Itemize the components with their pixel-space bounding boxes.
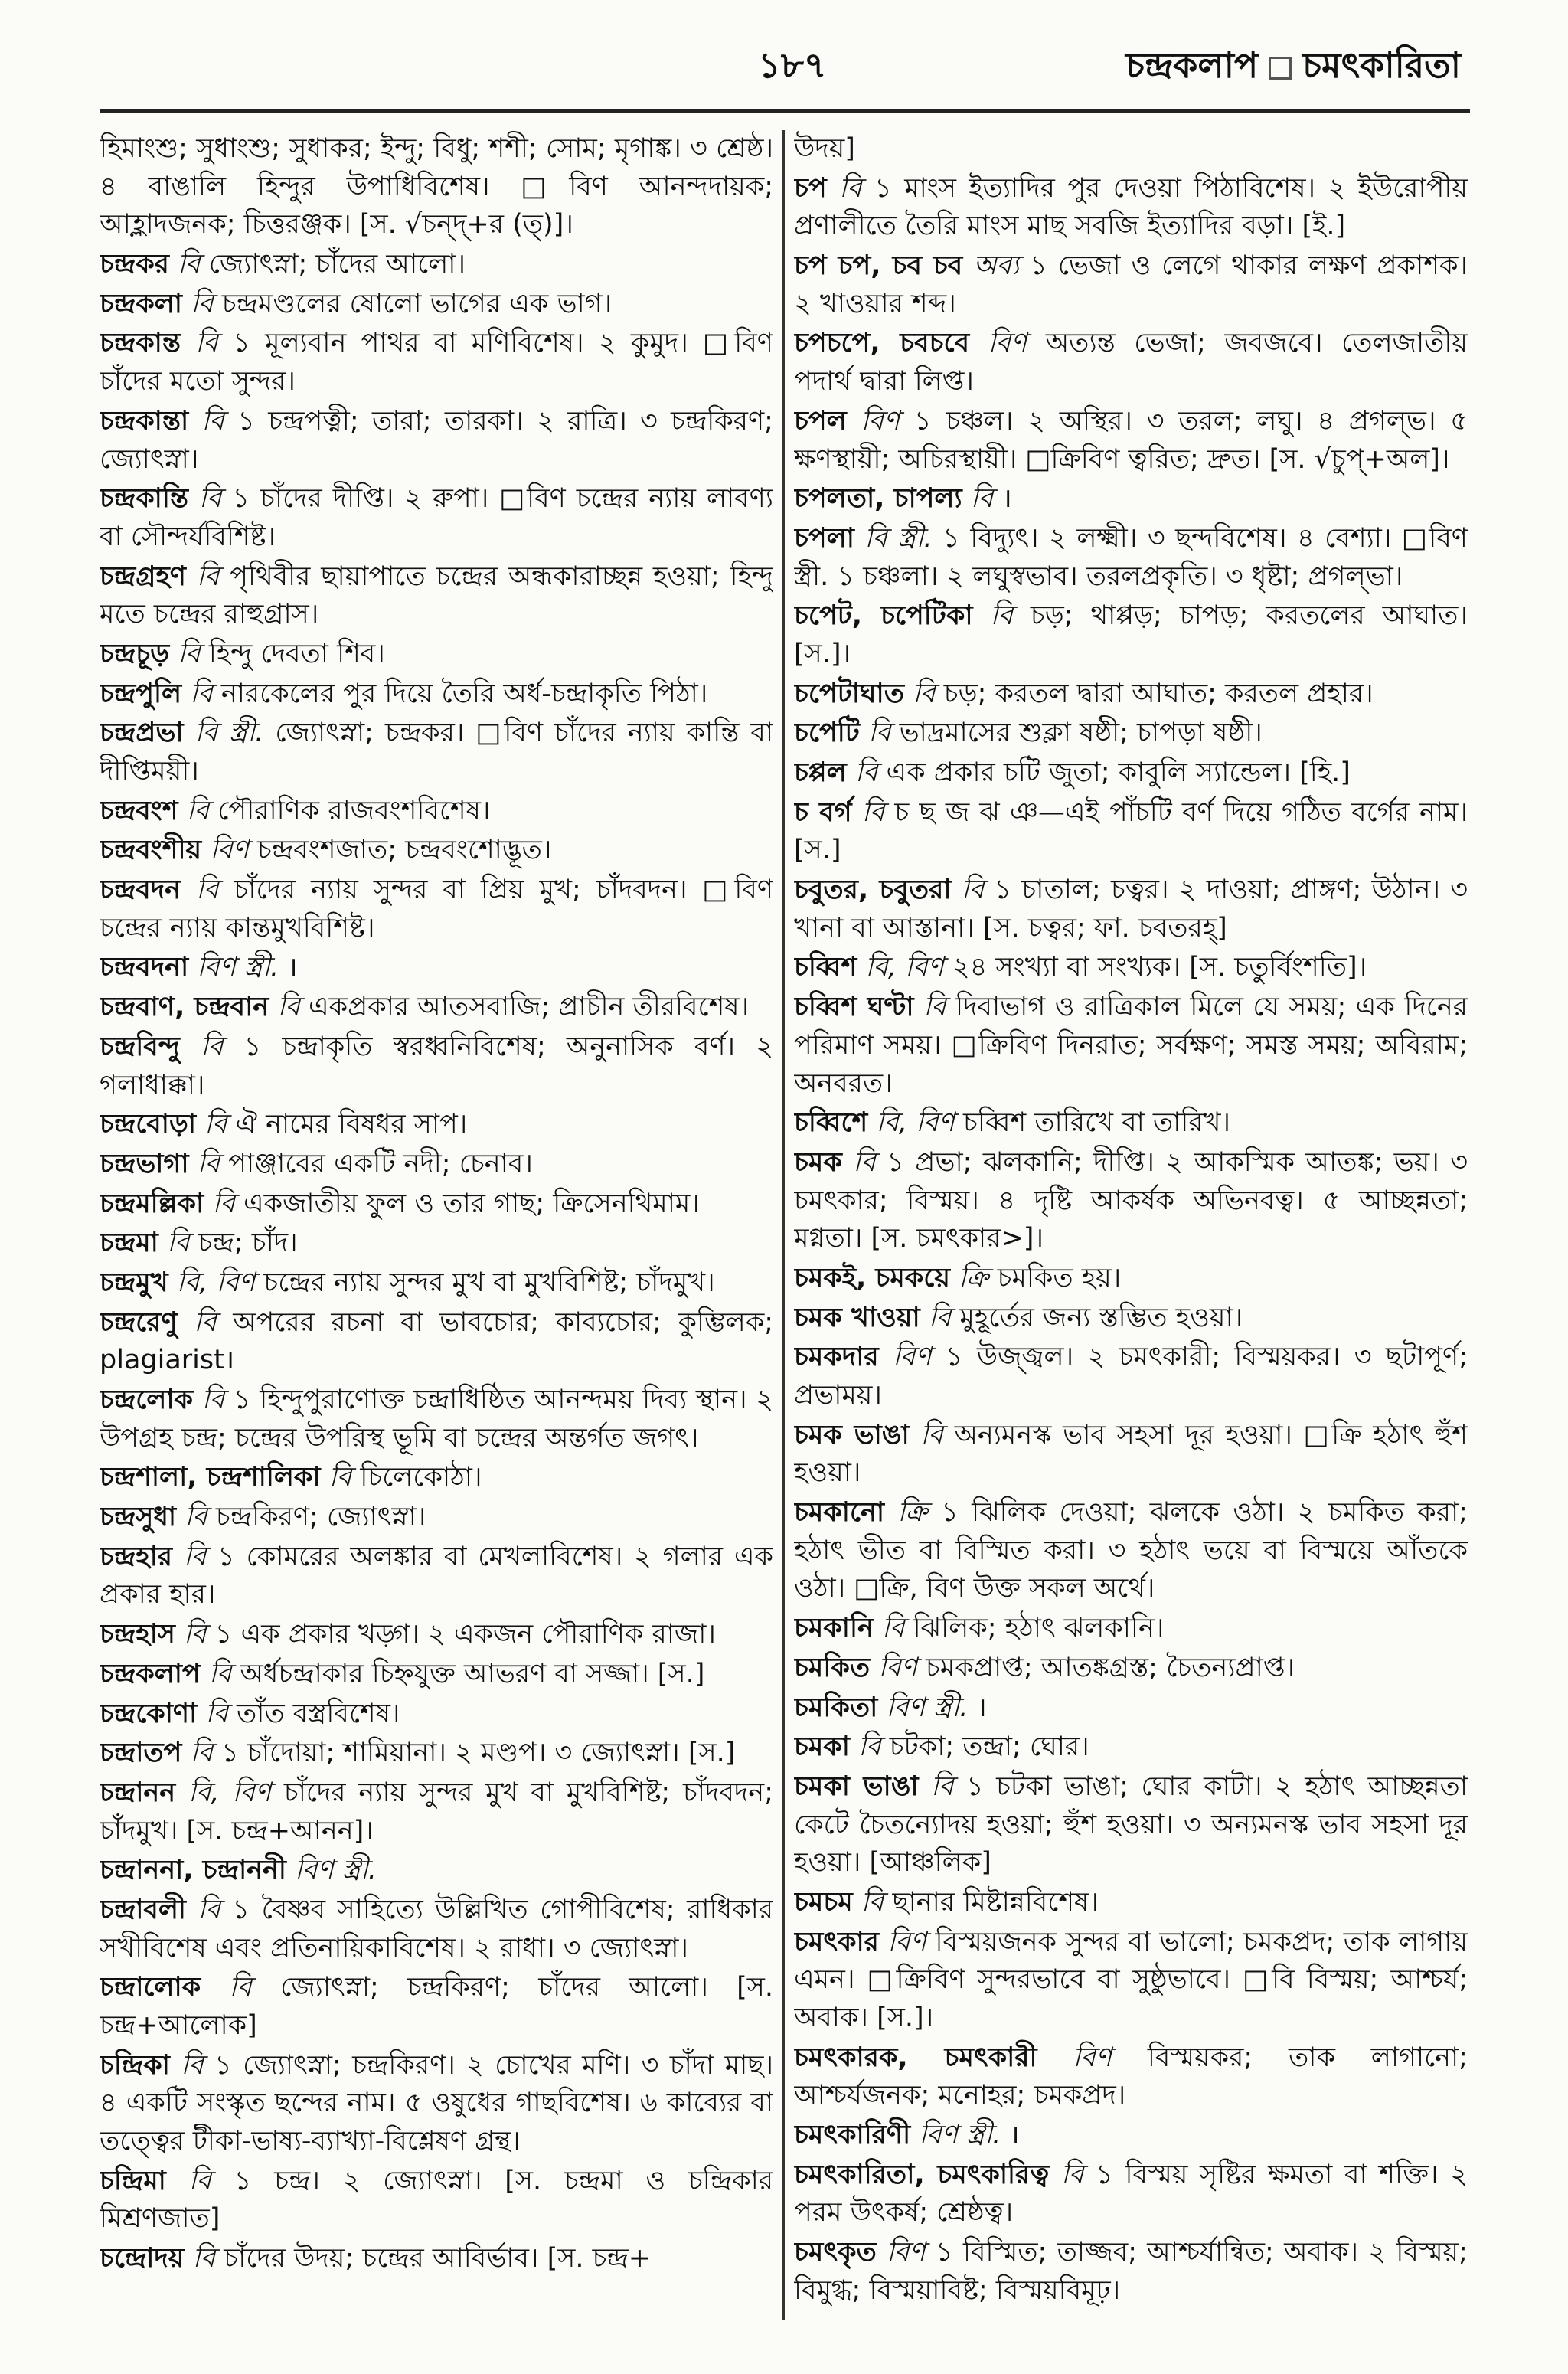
definition: এক প্রকার চটি জুতা; কাবুলি স্যান্ডেল। [হি.] (886, 757, 1351, 788)
definition: চমকপ্রাপ্ত; আতঙ্কগ্রস্ত; চৈতন্যপ্রাপ্ত। (926, 1652, 1295, 1683)
dictionary-entry (100, 1616, 773, 1654)
headword: চন্দ্রকলা (100, 288, 182, 319)
dictionary-entry (100, 1146, 773, 1184)
dictionary-entry (794, 675, 1468, 714)
headword: চপেট, চপেটিকা (794, 600, 973, 632)
headword: চন্দ্রবদনা (100, 952, 189, 983)
dictionary-entry (100, 1459, 773, 1497)
part-of-speech: বিণ স্ত্রী. (919, 2120, 1001, 2151)
definition: চন্দ্রবংশজাত; চন্দ্রবংশোদ্ভূত। (257, 835, 552, 866)
part-of-speech: বি (854, 757, 878, 788)
definition: ঝিলিক; হঠাৎ ঝলকানি। (913, 1613, 1165, 1644)
part-of-speech: বি (198, 1894, 220, 1925)
headword: চপ চপ, চব চব (794, 250, 963, 282)
headword: চমৎকারিণী (794, 2120, 911, 2151)
part-of-speech: বি (961, 875, 985, 906)
headword: চমকই, চমকয়ে (794, 1262, 950, 1293)
part-of-speech: বি, বিণ (865, 952, 944, 983)
dictionary-entry (794, 403, 1468, 479)
dictionary-entry (794, 949, 1468, 987)
part-of-speech: বি (178, 249, 201, 280)
dictionary-entry (794, 1144, 1468, 1258)
part-of-speech: বি (194, 1306, 217, 1338)
headword: চন্দ্রলোক (100, 1385, 193, 1415)
headword: চপল (794, 405, 847, 437)
definition: ১ জ্যোৎস্না; চন্দ্রকিরণ। ২ চোখের মণি। ৩ চাঁদা মাছ। ৪ একটি সংস্কৃত ছন্দের নাম। ৫ ওষুধের গাছবিশেষ। ৬ কাব্যের বা তত্ত্বের টীকা-ভাষ্য-ব্যাখ্যা-বিশ্লেষণ গ্রন্থ। (100, 2049, 773, 2157)
headword: চন্দ্রভাগা (100, 1148, 189, 1179)
definition: চটকা; তন্দ্রা; ঘোর। (889, 1731, 1089, 1763)
dictionary-entry (794, 1728, 1468, 1767)
dictionary-entry (100, 1382, 773, 1457)
headword: চপেটাঘাত (794, 678, 904, 709)
dictionary-entry (100, 1852, 773, 1890)
dictionary-entry (100, 714, 773, 790)
dictionary-entry (100, 871, 773, 947)
definition: চমকিত হয়। (997, 1262, 1122, 1293)
definition: হিমাংশু; সুধাংশু; সুধাকর; ইন্দু; বিধু; শশী; সোম; মৃগাঙ্ক। ৩ শ্রেষ্ঠ। ৪ বাঙালি হিন্দুর উপাধিবিশেষ। □বিণ আনন্দদায়ক; আহ্লাদজনক; চিত্তরঞ্জক। [স. √চন্দ্+র (ত্)]। (100, 133, 773, 240)
headword: চব্বিশ ঘণ্টা (794, 992, 914, 1023)
definition: জ্যোৎস্না; চন্দ্রকর। □বিণ চাঁদের ন্যায় কান্তি বা দীপ্তিময়ী। (100, 718, 773, 786)
definition: পৃথিবীর ছায়াপাতে চন্দ্রের অন্ধকারাচ্ছন্ন হওয়া; হিন্দু মতে চন্দ্রের রাহুগ্রাস। (100, 561, 773, 630)
part-of-speech: বি (191, 288, 214, 319)
definition: চন্দ্রের ন্যায় সুন্দর মুখ বা মুখবিশিষ্ট; চাঁদমুখ। (263, 1267, 715, 1298)
dictionary-entry (100, 1028, 773, 1104)
dictionary-entry (794, 480, 1468, 518)
definition: চন্দ্র; চাঁদ। (198, 1228, 298, 1259)
definition: পাঞ্জাবের একটি নদী; চেনাব। (228, 1148, 533, 1179)
part-of-speech: বি (195, 328, 218, 359)
headword: চন্দ্রালোক (100, 1972, 201, 2003)
headword: চন্দ্রকর (100, 249, 169, 280)
dictionary-entry (100, 2240, 773, 2278)
part-of-speech: বিণ স্ত্রী. (197, 952, 279, 983)
headword: চমৎকার (794, 1926, 879, 1957)
dictionary-entry (100, 636, 773, 674)
part-of-speech: বি (328, 1462, 352, 1493)
part-of-speech: অব্য (973, 250, 1020, 282)
dictionary-entry (100, 989, 773, 1027)
part-of-speech: বি (928, 1302, 952, 1333)
part-of-speech: বিণ (878, 1652, 917, 1683)
dictionary-entry (100, 1969, 773, 2045)
dictionary-entry (100, 2047, 773, 2161)
definition: ১ চন্দ্রপত্নী; তারা; তারকা। ২ রাত্রি। ৩ চন্দ্রকিরণ; জ্যোৎস্না। (100, 405, 773, 475)
definition: পৌরাণিক রাজবংশবিশেষ। (217, 795, 491, 826)
left-column (100, 130, 773, 2351)
definition: দিবাভাগ ও রাত্রিকাল মিলে যে সময়; এক দিনের পরিমাণ সময়। □ক্রিবিণ দিনরাত; সর্বক্ষণ; সমস্ত সময়; অবিরাম; অনবরত। (794, 992, 1468, 1099)
headword: চপচপে, চবচবে (794, 328, 970, 359)
dictionary-entry (100, 1892, 773, 1967)
definition: ১ প্রভা; ঝলকানি; দীপ্তি। ২ আকস্মিক আতঙ্ক; ভয়। ৩ চমৎকার; বিস্ময়। ৪ দৃষ্টি আকর্ষক অভিনবত্ব। ৫ আচ্ছন্নতা; মগ্নতা। [স. চমৎকার>]। (794, 1146, 1468, 1254)
part-of-speech: বি (198, 483, 222, 515)
part-of-speech: ক্রি (897, 1497, 928, 1529)
dictionary-entry (100, 2163, 773, 2238)
dictionary-entry (794, 2039, 1468, 2115)
definition: জ্যোৎস্না; চন্দ্রকিরণ; চাঁদের আলো। [স. চন্দ্র+আলোক] (100, 1972, 773, 2041)
definition: উদয়] (794, 133, 855, 164)
headword: চমচম (794, 1886, 853, 1918)
dictionary-columns (100, 130, 1470, 2351)
dictionary-entry (100, 403, 773, 479)
headword: চন্দ্রবদন (100, 875, 181, 906)
dictionary-entry (794, 2157, 1468, 2232)
definition: চন্দ্রকিরণ; জ্যোৎস্না। (215, 1502, 426, 1533)
part-of-speech: বি (181, 2049, 204, 2081)
column-divider (782, 130, 785, 2320)
definition: । (976, 1692, 987, 1723)
headword: চন্দ্রচূড় (100, 638, 170, 669)
definition: ১ চন্দ্রাকৃতি স্বরধ্বনিবিশেষ; অনুনাসিক বর্ণ। ২ গলাধাক্কা। (100, 1031, 773, 1100)
headword: চন্দ্রহাস (100, 1619, 175, 1650)
headword: চমক খাওয়া (794, 1302, 920, 1333)
part-of-speech: বি (192, 2243, 216, 2274)
headword: চন্দ্রবংশীয় (100, 835, 202, 866)
definition: ১ মাংস ইত্যাদির পুর দেওয়া পিঠাবিশেষ। ২ ইউরোপীয় প্রণালীতে তৈরি মাংস মাছ সবজি ইত্যাদির বড়া। [ই.] (794, 172, 1468, 242)
headword: চমৎকারিতা, চমৎকারিত্ব (794, 2159, 1050, 2190)
definition: ২৪ সংখ্যা বা সংখ্যক। [স. চতুর্বিংশতি]। (952, 952, 1367, 983)
headword: চন্দ্রসুধা (100, 1502, 177, 1533)
definition: হিন্দু দেবতা শিব। (208, 638, 385, 669)
dictionary-entry (100, 1774, 773, 1850)
definition: । (1001, 483, 1012, 515)
headword: চন্দ্রাননা, চন্দ্রাননী (100, 1855, 286, 1886)
dictionary-entry (794, 130, 1468, 168)
definition: ১ বিদ্যুৎ। ২ লক্ষ্মী। ৩ ছন্দবিশেষ। ৪ বেশ্যা। □বিণ স্ত্রী. ১ চঞ্চলা। ২ লঘুস্বভাব। তরলপ্রকৃতি। ৩ ধৃষ্টা; প্রগল্‌ভা। (794, 522, 1468, 592)
definition: ১ চাঁদের দীপ্তি। ২ রুপা। □বিণ চন্দ্রের ন্যায় লাবণ্য বা সৌন্দর্যবিশিষ্ট। (100, 483, 773, 552)
dictionary-entry (100, 246, 773, 284)
definition: । (287, 952, 298, 983)
definition: চড়; থাপ্পড়; চাপড়; করতলের আঘাত। [স.]। (794, 600, 1468, 669)
dictionary-entry (794, 754, 1468, 793)
headword: চমক (794, 1146, 842, 1178)
dictionary-entry (100, 1539, 773, 1614)
definition: ১ ঝিলিক দেওয়া; ঝলকে ওঠা। ২ চমকিত করা; হঠাৎ ভীত বা বিস্মিত করা। ৩ হঠাৎ ভয়ে বা বিস্ময়ে আঁতকে ওঠা। □ক্রি, বিণ উক্ত সকল অর্থে। (794, 1497, 1468, 1604)
part-of-speech: বিণ (210, 835, 249, 866)
running-head (1125, 44, 1461, 86)
part-of-speech: বিণ স্ত্রী. (295, 1855, 377, 1886)
part-of-speech: বি (212, 1188, 235, 1219)
headword: চন্দ্রকলাপ (100, 1658, 201, 1689)
dictionary-entry (794, 714, 1468, 753)
definition: বিস্ময়জনক সুন্দর বা ভালো; চমকপ্রদ; তাক লাগায় এমন। □ক্রিবিণ সুন্দরভাবে বা সুষ্ঠুভাবে। □বি বিস্ময়; আশ্চর্য; অবাক। [স.]। (794, 1926, 1468, 2033)
headword: চ বর্গ (794, 796, 852, 828)
headword: চমকানি (794, 1613, 874, 1644)
headword: চমকা (794, 1731, 850, 1763)
definition: চব্বিশ তারিখে বা তারিখ। (962, 1107, 1231, 1139)
guide-word-first: চন্দ্রকলাপ (1125, 44, 1259, 86)
part-of-speech: বি (200, 1031, 224, 1062)
part-of-speech: বি (882, 1613, 905, 1644)
dictionary-entry (100, 793, 773, 831)
dictionary-entry (100, 286, 773, 324)
headword: চন্দ্রগ্রহণ (100, 561, 186, 592)
headword: চন্দ্রমুখ (100, 1267, 168, 1298)
definition: চড়; করতল দ্বারা আঘাত; করতল প্রহার। (943, 678, 1374, 709)
dictionary-entry (794, 1104, 1468, 1143)
headword: চন্দ্রকান্তা (100, 405, 189, 437)
definition: চন্দ্রমণ্ডলের ষোলো ভাগের এক ভাগ। (221, 288, 612, 319)
part-of-speech: বি (201, 405, 224, 437)
part-of-speech: বিণ (887, 1926, 927, 1957)
part-of-speech: বি (861, 1886, 884, 1918)
dictionary-entry (794, 1924, 1468, 2038)
part-of-speech: বি (923, 992, 946, 1023)
definition: ১ বিস্ময় সৃষ্টির ক্ষমতা বা শক্তি। ২ পরম উৎকর্ষ; শ্রেষ্ঠত্ব। (794, 2159, 1468, 2228)
definition: ১ হিন্দুপুরাণোক্ত চন্দ্রাধিষ্ঠিত আনন্দময় দিব্য স্থান। ২ উপগ্রহ চন্দ্র; চন্দ্রের উপরিস্থ ভূমি বা চন্দ্রের অন্তর্গত জগৎ। (100, 1385, 773, 1454)
headword: চপলা (794, 522, 854, 554)
dictionary-entry (794, 1650, 1468, 1688)
dictionary-entry (794, 1610, 1468, 1648)
part-of-speech: বি, বিণ (176, 1267, 256, 1298)
dictionary-entry (100, 832, 773, 870)
headword: চন্দ্রিকা (100, 2049, 170, 2081)
definition: ১ চঞ্চল। ২ অস্থির। ৩ তরল; লঘু। ৪ প্রগল্‌ভ। ৫ ক্ষণস্থায়ী; অচিরস্থায়ী। □ক্রিবিণ ত্বরিত; দ্রুত। [স. √চুপ্+অল]। (794, 405, 1468, 475)
dictionary-entry (794, 1339, 1468, 1414)
dictionary-entry (100, 1106, 773, 1144)
dictionary-entry (794, 2117, 1468, 2155)
part-of-speech: বি (188, 2165, 212, 2196)
dictionary-entry (100, 1695, 773, 1734)
dictionary-entry (100, 675, 773, 714)
part-of-speech: বি (970, 483, 994, 515)
headword: চন্দ্রমল্লিকা (100, 1188, 204, 1219)
definition: ১ উজ্জ্বল। ২ চমৎকারী; বিস্ময়কর। ৩ ছটাপূর্ণ; প্রভাময়। (794, 1342, 1468, 1411)
headword: চন্দ্রপ্রভা (100, 718, 184, 749)
definition: চাঁদের ন্যায় সুন্দর বা প্রিয় মুখ; চাঁদবদন। □বিণ চন্দ্রের ন্যায় কান্তমুখবিশিষ্ট। (100, 875, 773, 943)
part-of-speech: বি, বিণ (188, 1777, 272, 1808)
dictionary-entry (100, 949, 773, 987)
definition: ভাদ্রমাসের শুক্লা ষষ্ঠী; চাপড়া ষষ্ঠী। (899, 718, 1263, 749)
headword: চন্দ্রবাণ, চন্দ্রবান (100, 992, 270, 1023)
definition: জ্যোৎস্না; চাঁদের আলো। (208, 249, 466, 280)
part-of-speech: বি (204, 1109, 227, 1140)
headword: চপ (794, 172, 827, 204)
part-of-speech: বি (183, 1541, 207, 1572)
dictionary-entry (794, 989, 1468, 1103)
part-of-speech: বি (184, 1619, 207, 1650)
dictionary-entry (794, 1884, 1468, 1922)
definition: একজাতীয় ফুল ও তার গাছ; ক্রিসেনথিমাম। (243, 1188, 700, 1219)
headword: চন্দ্রবংশ (100, 795, 178, 826)
headword: চন্দ্রকোণা (100, 1698, 198, 1729)
dictionary-entry (794, 1260, 1468, 1298)
headword: চন্দ্রকান্তি (100, 483, 188, 515)
part-of-speech: বিণ (861, 405, 900, 437)
dictionary-entry (100, 1735, 773, 1773)
part-of-speech: বিণ স্ত্রী. (886, 1692, 969, 1723)
headword: চন্দ্রাবলী (100, 1894, 186, 1925)
headword: চমৎকৃত (794, 2237, 877, 2268)
part-of-speech: বি (205, 1698, 228, 1729)
headword: চন্দ্রমা (100, 1228, 158, 1259)
part-of-speech: বিণ (892, 1342, 932, 1373)
part-of-speech: বি (867, 718, 891, 749)
dictionary-entry (794, 871, 1468, 947)
headword: চমকানো (794, 1497, 885, 1529)
part-of-speech: বি (277, 992, 300, 1023)
headword: চমকদার (794, 1342, 879, 1373)
part-of-speech: বি (208, 1658, 232, 1689)
dictionary-entry (794, 1689, 1468, 1728)
headword: চন্দ্রিমা (100, 2165, 166, 2196)
page-number: ১৮৭ (758, 44, 827, 86)
part-of-speech: বি (190, 678, 213, 709)
dictionary-entry (100, 130, 773, 244)
definition: চাঁদের উদয়; চন্দ্রের আবির্ভাব। [স. চন্দ্র+ (224, 2243, 652, 2274)
part-of-speech: বি (195, 875, 219, 906)
dictionary-entry (100, 1264, 773, 1303)
headword: চমকিতা (794, 1692, 878, 1723)
dictionary-entry (100, 1185, 773, 1224)
dictionary-entry (794, 170, 1468, 246)
part-of-speech: বি (839, 172, 862, 204)
definition: তাঁত বস্ত্রবিশেষ। (237, 1698, 400, 1729)
part-of-speech: বি স্ত্রী. (864, 522, 933, 554)
headword: চব্বিশ (794, 952, 858, 983)
dictionary-entry (794, 1768, 1468, 1882)
part-of-speech: বি (861, 796, 885, 828)
dictionary-entry (794, 597, 1468, 673)
definition: মুহূর্তের জন্য স্তম্ভিত হওয়া। (959, 1302, 1243, 1333)
dictionary-entry (100, 558, 773, 634)
headword: চপলতা, চাপল্য (794, 483, 962, 515)
separator-box-icon (1269, 57, 1292, 80)
headword: চপ্পল (794, 757, 847, 788)
definition: । (1009, 2120, 1020, 2151)
definition: ১ ভেজা ও লেগে থাকার লক্ষণ প্রকাশক। ২ খাওয়ার শব্দ। (794, 250, 1468, 319)
part-of-speech: বি (186, 795, 210, 826)
definition: চাঁদের ন্যায় সুন্দর মুখ বা মুখবিশিষ্ট; চাঁদবদন; চাঁদমুখ। [স. চন্দ্র+আনন]। (100, 1777, 773, 1846)
guide-word-last: চমৎকারিতা (1302, 44, 1461, 86)
definition: ১ বৈষ্ণব সাহিত্যে উল্লিখিত গোপীবিশেষ; রাধিকার সখীবিশেষ এবং প্রতিনায়িকাবিশেষ। ২ রাধা। ৩ জ্যোৎস্না। (100, 1894, 773, 1964)
dictionary-entry (794, 325, 1468, 401)
definition: ১ এক প্রকার খড়্গ। ২ একজন পৌরাণিক রাজা। (214, 1619, 716, 1650)
headword: চন্দ্রোদয় (100, 2243, 185, 2274)
part-of-speech: ক্রি (959, 1262, 989, 1293)
headword: চন্দ্ররেণু (100, 1306, 178, 1338)
dictionary-entry (794, 247, 1468, 323)
definition: ১ চন্দ্র। ২ জ্যোৎস্না। [স. চন্দ্রমা ও চন্দ্রিকার মিশ্রণজাত] (100, 2165, 773, 2235)
definition: ১ চাতাল; চত্বর। ২ দাওয়া; প্রাঙ্গণ; উঠান। ৩ খানা বা আস্তানা। [স. চত্বর; ফা. চবতরহ্] (794, 875, 1468, 943)
part-of-speech: বি (853, 1146, 876, 1178)
part-of-speech: বি (190, 1738, 214, 1769)
definition: চিলেকোঠা। (360, 1462, 482, 1493)
part-of-speech: বি (913, 678, 936, 709)
part-of-speech: বি, বিণ (876, 1107, 955, 1139)
headword: চন্দ্রাতপ (100, 1738, 182, 1769)
part-of-speech: বি (178, 638, 201, 669)
definition: একপ্রকার আতসবাজি; প্রাচীন তীরবিশেষ। (308, 992, 750, 1023)
definition: ১ মূল্যবান পাথর বা মণিবিশেষ। ২ কুমুদ। □বিণ চাঁদের মতো সুন্দর। (100, 328, 773, 397)
headword: চন্দ্রশালা, চন্দ্রশালিকা (100, 1462, 321, 1493)
headword: চব্বিশে (794, 1107, 868, 1139)
headword: চন্দ্রবিন্দু (100, 1031, 180, 1062)
definition: ১ চটকা ভাঙা; ঘোর কাটা। ২ হঠাৎ আচ্ছন্নতা কেটে চৈতন্যোদয় হওয়া; হুঁশ হওয়া। ৩ অন্যমনস্ক ভাব সহসা দূর হওয়া। [আঞ্চলিক] (794, 1771, 1468, 1879)
headword: চন্দ্রকান্ত (100, 328, 181, 359)
part-of-speech: বি (990, 600, 1013, 632)
dictionary-entry (100, 1499, 773, 1537)
definition: অপরের রচনা বা ভাবচোর; কাব্যচোর; কুম্ভিলক; plagiarist। (100, 1306, 773, 1376)
definition: ১ কোমরের অলঙ্কার বা মেখলাবিশেষ। ২ গলার এক প্রকার হার। (100, 1541, 773, 1610)
part-of-speech: বি (196, 561, 220, 592)
dictionary-entry (100, 480, 773, 556)
definition: ছানার মিষ্টান্নবিশেষ। (892, 1886, 1099, 1918)
header-rule (100, 109, 1470, 113)
headword: চন্দ্রবোড়া (100, 1109, 197, 1140)
part-of-speech: বি (1060, 2159, 1084, 2190)
part-of-speech: বিণ (988, 328, 1027, 359)
definition: ঐ নামের বিষধর সাপ। (235, 1109, 468, 1140)
definition: ১ চাঁদোয়া; শামিয়ানা। ২ মণ্ডপ। ৩ জ্যোৎস্না। [স.] (221, 1738, 736, 1769)
dictionary-entry (794, 1300, 1468, 1338)
part-of-speech: বি (858, 1731, 881, 1763)
part-of-speech: বিণ (887, 2237, 926, 2268)
dictionary-entry (100, 1225, 773, 1263)
headword: চমৎকারক, চমৎকারী (794, 2042, 1037, 2073)
part-of-speech: বি (920, 1419, 943, 1450)
definition: অত্যন্ত ভেজা; জবজবে। তেলজাতীয় পদার্থ দ্বারা লিপ্ত। (794, 328, 1468, 397)
definition: চ ছ জ ঝ ঞ—এই পাঁচটি বর্ণ দিয়ে গঠিত বর্গের নাম। [স.] (794, 796, 1468, 866)
dictionary-entry (100, 1656, 773, 1694)
headword: চন্দ্রহার (100, 1541, 172, 1572)
dictionary-entry (100, 1304, 773, 1380)
dictionary-entry (794, 794, 1468, 870)
headword: চমকা ভাঙা (794, 1771, 919, 1802)
right-column (794, 130, 1468, 2351)
part-of-speech: বি (185, 1502, 207, 1533)
part-of-speech: বি (229, 1972, 252, 2003)
page-header (0, 0, 1568, 115)
definition: অর্ধচন্দ্রাকার চিহ্নযুক্ত আভরণ বা সজ্জা। [স.] (240, 1658, 705, 1689)
dictionary-entry (794, 2234, 1468, 2310)
headword: চপেটি (794, 718, 860, 749)
part-of-speech: বি (931, 1771, 954, 1802)
dictionary-entry (794, 1417, 1468, 1493)
definition: অন্যমনস্ক ভাব সহসা দূর হওয়া। □ক্রি হঠাৎ হুঁশ হওয়া। (794, 1419, 1468, 1489)
definition: ১ বিস্মিত; তাজ্জব; আশ্চর্যান্বিত; অবাক। ২ বিস্ময়; বিমুগ্ধ; বিস্ময়াবিষ্ট; বিস্ময়বিমূঢ়। (794, 2237, 1468, 2306)
part-of-speech: বিণ (1073, 2042, 1112, 2073)
dictionary-entry (794, 1494, 1468, 1608)
headword: চমকিত (794, 1652, 871, 1683)
part-of-speech: বি (197, 1148, 220, 1179)
definition: বিস্ময়কর; তাক লাগানো; আশ্চর্যজনক; মনোহর; চমকপ্রদ। (794, 2042, 1468, 2111)
headword: চন্দ্রানন (100, 1777, 176, 1808)
part-of-speech: বি স্ত্রী. (194, 718, 264, 749)
headword: চবুতর, চবুতরা (794, 875, 952, 906)
headword: চন্দ্রপুলি (100, 678, 182, 709)
headword: চমক ভাঙা (794, 1419, 910, 1450)
dictionary-entry (100, 325, 773, 401)
definition: নারকেলের পুর দিয়ে তৈরি অর্ধ-চন্দ্রাকৃতি পিঠা। (220, 678, 708, 709)
part-of-speech: বি (201, 1385, 225, 1415)
part-of-speech: বি (166, 1228, 190, 1259)
dictionary-entry (794, 520, 1468, 596)
